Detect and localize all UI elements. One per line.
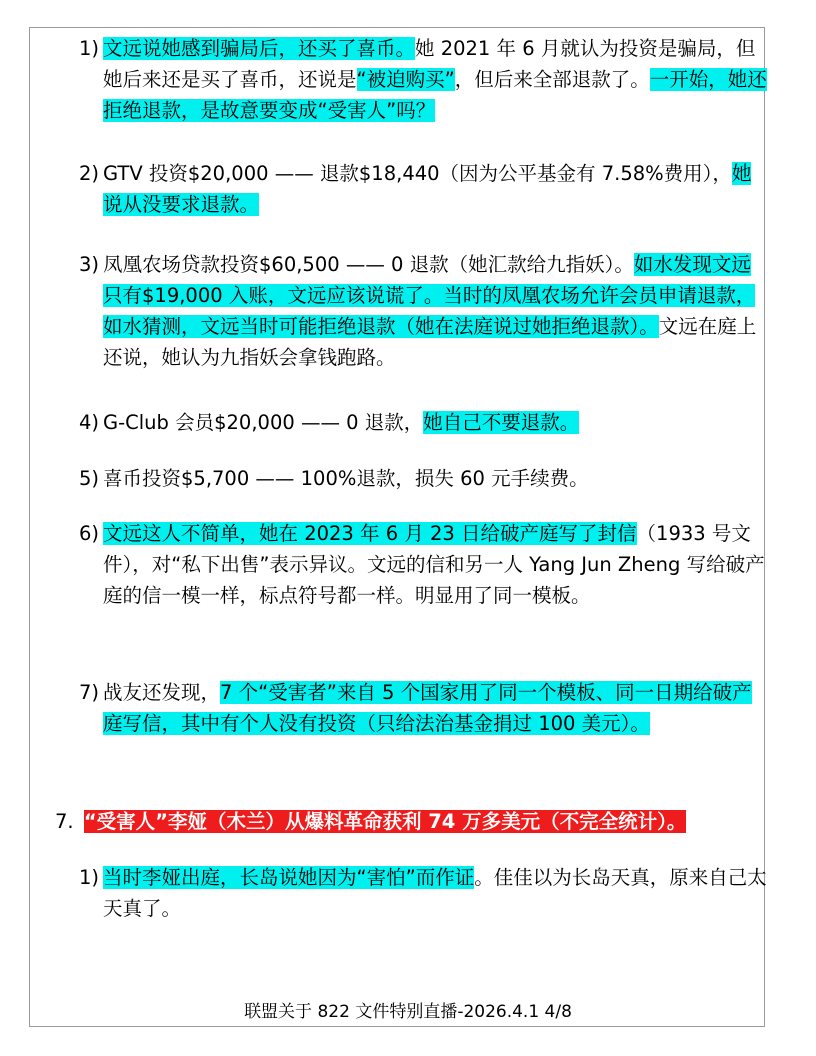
item-number: 2) xyxy=(79,162,100,185)
highlight-text: “被迫购买” xyxy=(356,68,455,91)
item-text: （1933 号文件），对“私下出售”表示异议。文远的信和另一人 Yang Jun Zheng 写给破产庭的信一模一样，标点符号都一样。明显用了同一模板。 xyxy=(103,522,765,607)
list-item-2 xyxy=(79,158,769,220)
highlight-text: 一开始，她还拒绝退款，是故意要变成“受害人”吗？ xyxy=(103,68,767,122)
item-text: 凤凰农场贷款投资$60,500 —— 0 退款（她汇款给九指妖）。 xyxy=(103,253,634,276)
list-item-1 xyxy=(79,33,769,126)
highlight-text: 她自己不要退款。 xyxy=(423,411,580,434)
highlight-text: 文远说她感到骗局后，还买了喜币。 xyxy=(103,37,416,60)
list-item-3 xyxy=(79,249,769,373)
item-text: 喜币投资$5,700 —— 100%退款，损失 60 元手续费。 xyxy=(103,467,589,490)
section-title: “受害人”李娅（木兰）从爆料革命获利 74 万多美元（不完全统计）。 xyxy=(83,810,687,833)
item-number: 4) xyxy=(79,411,100,434)
highlight-text: 文远这人不简单，她在 2023 年 6 月 23 日给破产庭写了封信 xyxy=(103,522,637,545)
item-number: 5) xyxy=(79,467,100,490)
item-number: 1) xyxy=(79,866,100,889)
section-number: 7. xyxy=(55,810,74,833)
list-item-7 xyxy=(79,677,769,739)
highlight-text: 如水发现文远只有$19,000 入账，文远应该说谎了。当时的凤凰农场允许会员申请退款，如水猜测，文远当时可能拒绝退款（她在法庭说过她拒绝退款）。 xyxy=(103,253,756,338)
item-text: 文远在庭上还说，她认为九指妖会拿钱跑路。 xyxy=(103,315,757,369)
list-item-5 xyxy=(79,463,769,494)
sub-list-item-1 xyxy=(79,862,769,924)
page-footer: 联盟关于 822 文件特别直播-2026.4.1 4/8 xyxy=(244,1002,572,1022)
list-item-6 xyxy=(79,518,769,611)
list-item-4 xyxy=(79,407,769,438)
item-number: 7) xyxy=(79,681,100,704)
highlight-text: 她说从没要求退款。 xyxy=(103,162,752,216)
item-number: 6) xyxy=(79,522,100,545)
item-text: 。佳佳以为长岛天真，原来自己太天真了。 xyxy=(103,866,767,920)
section-heading xyxy=(55,806,770,837)
item-number: 1) xyxy=(79,37,100,60)
item-text: 战友还发现， xyxy=(103,681,221,704)
item-number: 3) xyxy=(79,253,100,276)
highlight-text: 7 个“受害者”来自 5 个国家用了同一个模板、同一日期给破产庭写信，其中有个人没有投资（只给法治基金捐过 100 美元）。 xyxy=(103,681,752,735)
item-text: ，但后来全部退款了。 xyxy=(454,68,650,91)
highlight-text: 当时李娅出庭，长岛说她因为“害怕”而作证 xyxy=(103,866,475,889)
item-text: G-Club 会员$20,000 —— 0 退款， xyxy=(103,411,424,434)
item-text: GTV 投资$20,000 —— 退款$18,440（因为公平基金有 7.58%费用）， xyxy=(103,162,732,185)
item-text: 她 2021 年 6 月就认为投资是骗局，但她后来还是买了喜币，还说是 xyxy=(103,37,756,91)
